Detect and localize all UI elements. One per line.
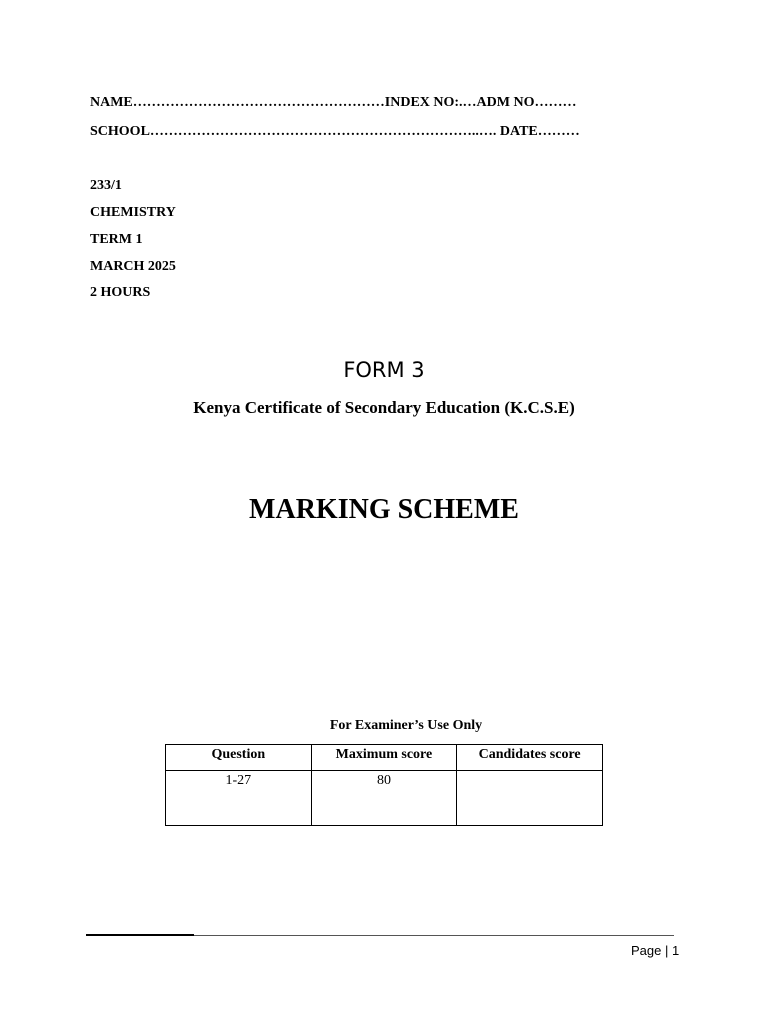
page-number: Page | 1 — [631, 943, 680, 958]
term: TERM 1 — [90, 232, 143, 247]
table-header-row — [166, 745, 603, 771]
duration: 2 HOURS — [90, 285, 151, 300]
cell-candidates-score — [457, 771, 603, 826]
form-title: FORM 3 — [343, 358, 425, 382]
examiner-caption: For Examiner’s Use Only — [329, 718, 483, 733]
header-candidates-score: Candidates score — [457, 745, 603, 771]
marking-scheme-title: MARKING SCHEME — [249, 494, 519, 525]
cell-question-range: 1-27 — [166, 771, 312, 826]
header-maximum-score: Maximum score — [311, 745, 457, 771]
exam-date: MARCH 2025 — [90, 259, 176, 274]
cell-maximum-score: 80 — [311, 771, 457, 826]
certificate-title: Kenya Certificate of Secondary Education (K.C.S.E) — [193, 398, 575, 417]
school-date-line: SCHOOL……………………………………………………………..…. DATE……… — [90, 124, 580, 139]
table-row — [166, 771, 603, 826]
footer-divider-accent — [86, 934, 194, 936]
subject: CHEMISTRY — [90, 205, 176, 220]
examiner-score-table — [165, 744, 603, 826]
header-question: Question — [166, 745, 312, 771]
name-index-adm-line: NAME………………………………………………INDEX NO:.…ADM NO……… — [90, 95, 577, 110]
paper-code: 233/1 — [90, 178, 122, 193]
